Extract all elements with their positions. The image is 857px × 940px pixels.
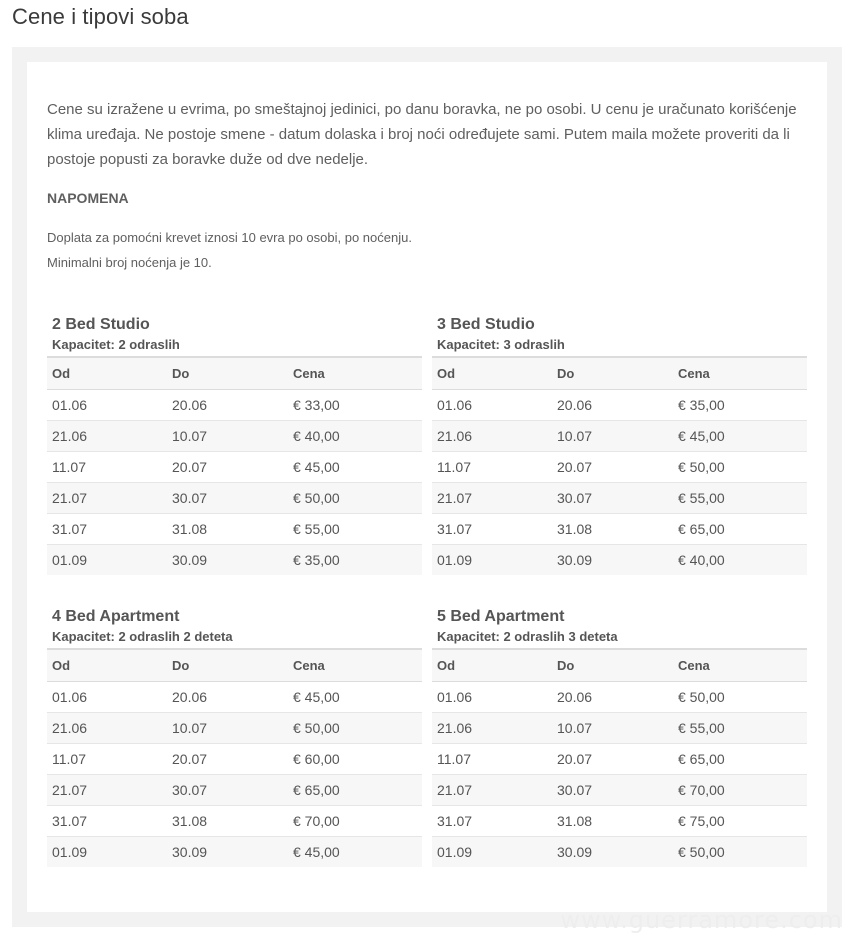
column-header-price: Cena xyxy=(673,357,807,390)
cell-to: 30.09 xyxy=(167,837,288,868)
table-row xyxy=(47,452,422,483)
cell-from: 11.07 xyxy=(432,744,552,775)
note-heading: NAPOMENA xyxy=(47,190,129,206)
cell-price: € 45,00 xyxy=(288,837,422,868)
table-row xyxy=(47,713,422,744)
table-row xyxy=(47,545,422,576)
column-header-to: Do xyxy=(552,357,673,390)
cell-from: 31.07 xyxy=(432,806,552,837)
room-title: 2 Bed Studio xyxy=(52,316,150,333)
cell-price: € 70,00 xyxy=(673,775,807,806)
cell-from: 21.06 xyxy=(47,421,167,452)
cell-price: € 50,00 xyxy=(288,483,422,514)
cell-from: 21.06 xyxy=(432,713,552,744)
column-header-to: Do xyxy=(167,649,288,682)
table-row xyxy=(432,744,807,775)
cell-to: 31.08 xyxy=(167,514,288,545)
table-row xyxy=(432,837,807,868)
table-row xyxy=(432,682,807,713)
cell-price: € 70,00 xyxy=(288,806,422,837)
room-card-2-bed-studio xyxy=(47,314,422,575)
table-row xyxy=(47,483,422,514)
cell-to: 20.06 xyxy=(167,390,288,421)
price-table xyxy=(47,648,422,867)
cell-to: 20.07 xyxy=(167,452,288,483)
column-header-from: Od xyxy=(432,649,552,682)
cell-from: 31.07 xyxy=(47,806,167,837)
cell-price: € 65,00 xyxy=(673,514,807,545)
cell-from: 11.07 xyxy=(47,452,167,483)
column-header-price: Cena xyxy=(288,357,422,390)
price-table xyxy=(47,356,422,575)
table-header-row xyxy=(47,649,422,682)
cell-from: 21.07 xyxy=(47,775,167,806)
table-row xyxy=(47,837,422,868)
table-header-row xyxy=(47,357,422,390)
cell-from: 21.06 xyxy=(47,713,167,744)
cell-price: € 35,00 xyxy=(673,390,807,421)
room-capacity: Kapacitet: 2 odraslih 2 deteta xyxy=(52,629,233,644)
column-header-from: Od xyxy=(47,649,167,682)
table-row xyxy=(47,682,422,713)
cell-price: € 50,00 xyxy=(673,682,807,713)
table-row xyxy=(432,713,807,744)
column-header-to: Do xyxy=(167,357,288,390)
cell-price: € 33,00 xyxy=(288,390,422,421)
room-capacity: Kapacitet: 2 odraslih xyxy=(52,337,180,352)
cell-from: 11.07 xyxy=(432,452,552,483)
cell-price: € 40,00 xyxy=(673,545,807,576)
cell-to: 10.07 xyxy=(167,421,288,452)
table-header-row xyxy=(432,357,807,390)
table-row xyxy=(432,421,807,452)
note-line-extra-bed: Doplata za pomoćni krevet iznosi 10 evra po osobi, po noćenju. xyxy=(47,230,412,245)
price-table xyxy=(432,356,807,575)
room-title: 4 Bed Apartment xyxy=(52,608,180,625)
table-header-row xyxy=(432,649,807,682)
cell-to: 20.06 xyxy=(167,682,288,713)
cell-price: € 60,00 xyxy=(288,744,422,775)
cell-price: € 75,00 xyxy=(673,806,807,837)
cell-price: € 45,00 xyxy=(288,452,422,483)
cell-from: 01.06 xyxy=(432,682,552,713)
cell-to: 30.09 xyxy=(167,545,288,576)
cell-from: 01.09 xyxy=(47,837,167,868)
room-card-5-bed-apartment xyxy=(432,606,807,867)
cell-price: € 55,00 xyxy=(673,483,807,514)
column-header-from: Od xyxy=(432,357,552,390)
table-row xyxy=(432,452,807,483)
table-row xyxy=(47,421,422,452)
cell-price: € 45,00 xyxy=(673,421,807,452)
content-frame xyxy=(12,47,842,927)
cell-to: 31.08 xyxy=(167,806,288,837)
cell-from: 11.07 xyxy=(47,744,167,775)
cell-price: € 65,00 xyxy=(288,775,422,806)
room-title: 3 Bed Studio xyxy=(437,316,535,333)
column-header-price: Cena xyxy=(673,649,807,682)
cell-price: € 35,00 xyxy=(288,545,422,576)
cell-from: 21.06 xyxy=(432,421,552,452)
cell-to: 30.07 xyxy=(552,775,673,806)
cell-to: 31.08 xyxy=(552,806,673,837)
table-row xyxy=(47,775,422,806)
cell-price: € 50,00 xyxy=(673,452,807,483)
room-capacity: Kapacitet: 3 odraslih xyxy=(437,337,565,352)
table-row xyxy=(432,390,807,421)
cell-to: 20.06 xyxy=(552,682,673,713)
cell-to: 10.07 xyxy=(552,713,673,744)
cell-from: 01.06 xyxy=(432,390,552,421)
cell-to: 30.09 xyxy=(552,837,673,868)
table-row xyxy=(432,806,807,837)
column-header-from: Od xyxy=(47,357,167,390)
room-title: 5 Bed Apartment xyxy=(437,608,565,625)
cell-price: € 50,00 xyxy=(288,713,422,744)
cell-from: 01.09 xyxy=(432,837,552,868)
table-row xyxy=(47,390,422,421)
intro-paragraph: Cene su izražene u evrima, po smeštajnoj jedinici, po danu boravka, ne po osobi. U cenu je uračunato korišćenje klima uređaja. Ne postoje smene - datum dolaska i broj noći određujete sami. Putem maila možete proveriti da li postoje popusti za boravke duže od dve nedelje. xyxy=(47,101,797,168)
note-text xyxy=(47,225,412,275)
cell-to: 30.07 xyxy=(167,775,288,806)
column-header-price: Cena xyxy=(288,649,422,682)
cell-from: 31.07 xyxy=(432,514,552,545)
page-title: Cene i tipovi soba xyxy=(12,4,189,29)
cell-to: 31.08 xyxy=(552,514,673,545)
cell-from: 01.06 xyxy=(47,682,167,713)
cell-from: 01.09 xyxy=(47,545,167,576)
cell-to: 30.07 xyxy=(552,483,673,514)
cell-price: € 55,00 xyxy=(673,713,807,744)
cell-to: 30.07 xyxy=(167,483,288,514)
cell-from: 31.07 xyxy=(47,514,167,545)
cell-to: 20.07 xyxy=(552,744,673,775)
cell-to: 10.07 xyxy=(167,713,288,744)
cell-to: 20.06 xyxy=(552,390,673,421)
cell-from: 01.06 xyxy=(47,390,167,421)
table-row xyxy=(432,514,807,545)
cell-from: 21.07 xyxy=(432,775,552,806)
room-card-4-bed-apartment xyxy=(47,606,422,867)
cell-to: 20.07 xyxy=(167,744,288,775)
content-panel xyxy=(27,62,827,912)
watermark: www.guerramore.com xyxy=(560,906,843,934)
table-row xyxy=(47,744,422,775)
cell-price: € 40,00 xyxy=(288,421,422,452)
table-row xyxy=(47,514,422,545)
cell-to: 10.07 xyxy=(552,421,673,452)
cell-to: 20.07 xyxy=(552,452,673,483)
cell-price: € 55,00 xyxy=(288,514,422,545)
room-card-3-bed-studio xyxy=(432,314,807,575)
cell-from: 01.09 xyxy=(432,545,552,576)
room-capacity: Kapacitet: 2 odraslih 3 deteta xyxy=(437,629,618,644)
cell-from: 21.07 xyxy=(47,483,167,514)
price-table xyxy=(432,648,807,867)
cell-price: € 45,00 xyxy=(288,682,422,713)
cell-from: 21.07 xyxy=(432,483,552,514)
table-row xyxy=(47,806,422,837)
cell-price: € 65,00 xyxy=(673,744,807,775)
column-header-to: Do xyxy=(552,649,673,682)
table-row xyxy=(432,545,807,576)
table-row xyxy=(432,483,807,514)
cell-to: 30.09 xyxy=(552,545,673,576)
note-line-min-nights: Minimalni broj noćenja je 10. xyxy=(47,255,212,270)
table-row xyxy=(432,775,807,806)
cell-price: € 50,00 xyxy=(673,837,807,868)
